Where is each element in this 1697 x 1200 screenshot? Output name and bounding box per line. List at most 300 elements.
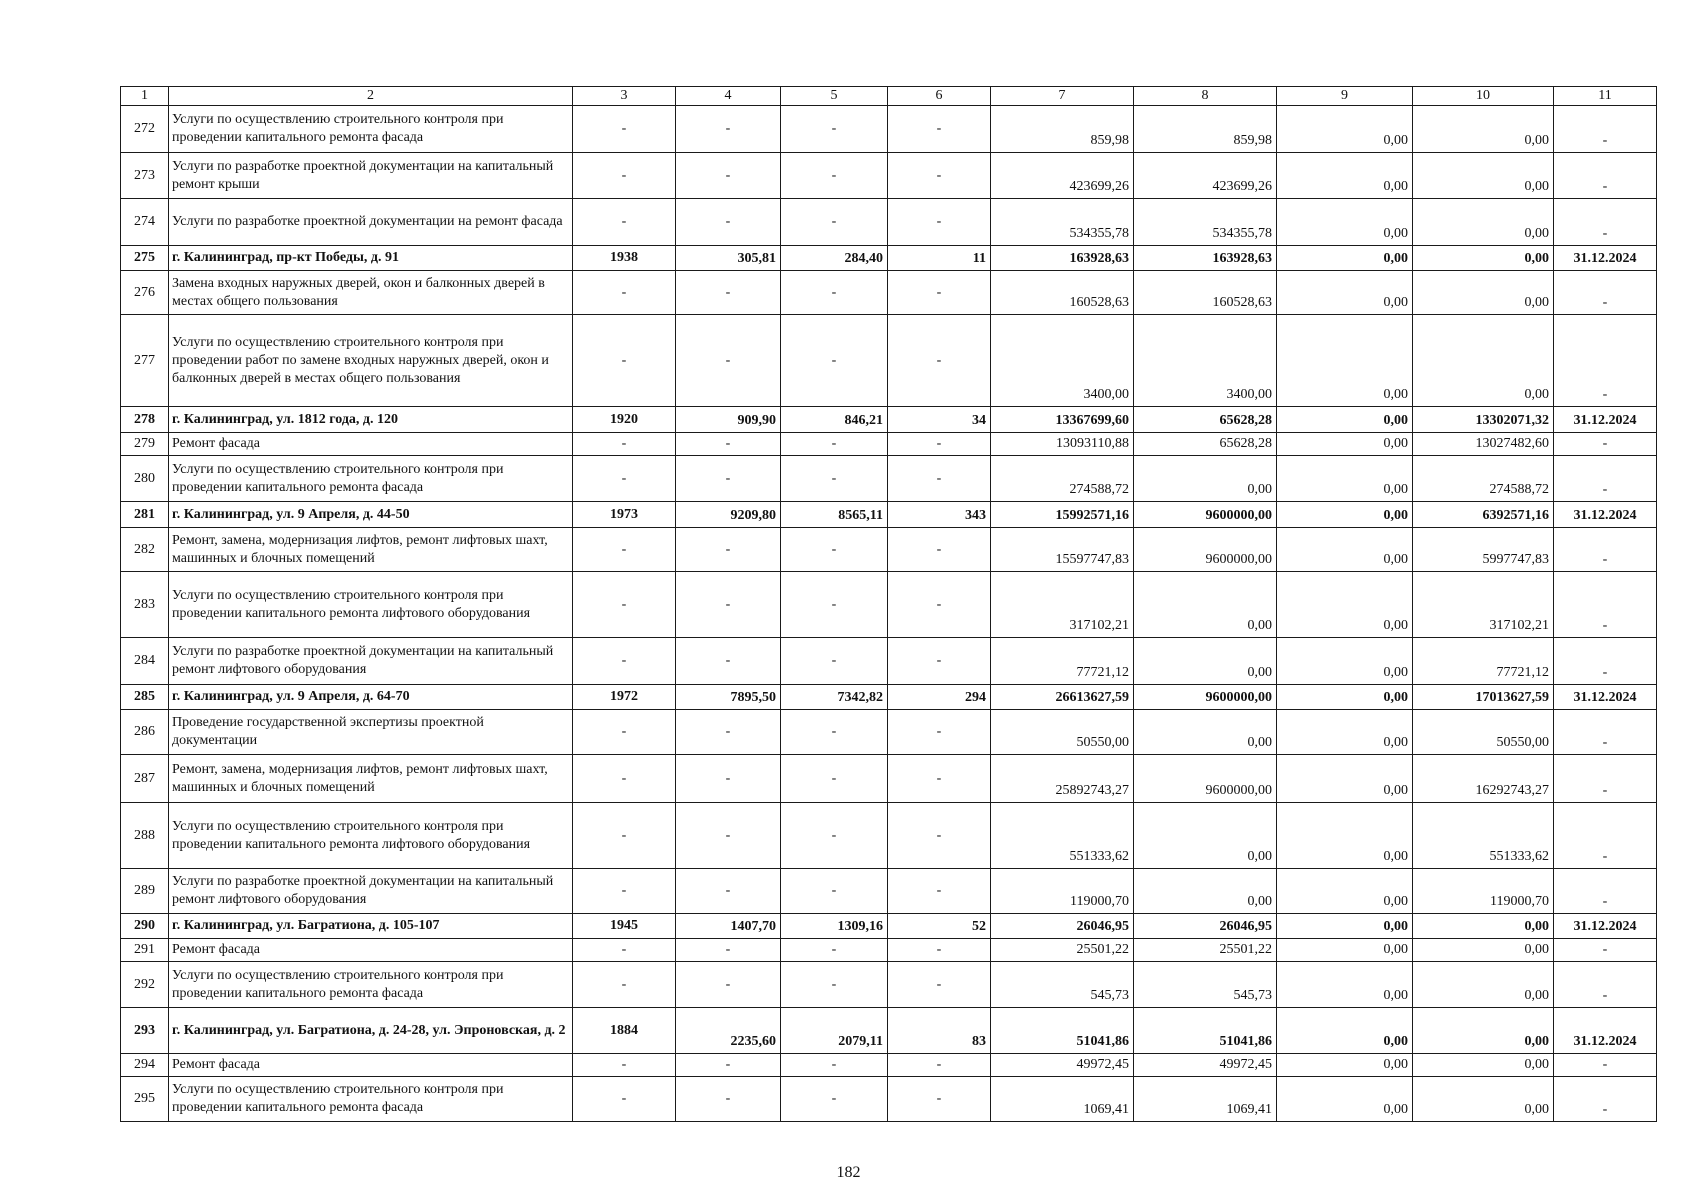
row-number: 279 <box>121 433 169 456</box>
year-cell: - <box>573 638 676 685</box>
cell-10: 0,00 <box>1413 315 1554 407</box>
cell-11: - <box>1554 433 1657 456</box>
column-header: 7 <box>991 87 1134 106</box>
cell-5: 284,40 <box>781 246 888 271</box>
cell-4: - <box>676 1054 781 1077</box>
table-row <box>121 1054 1657 1077</box>
column-header: 6 <box>888 87 991 106</box>
cell-6: 11 <box>888 246 991 271</box>
cell-6: - <box>888 572 991 638</box>
cell-5: - <box>781 1077 888 1122</box>
row-name: Услуги по осуществлению строительного контроля при проведении капитального ремонта фасада <box>169 106 573 153</box>
year-cell: - <box>573 315 676 407</box>
cell-9: 0,00 <box>1277 914 1413 939</box>
cell-5: - <box>781 456 888 502</box>
row-number: 290 <box>121 914 169 939</box>
cell-10: 274588,72 <box>1413 456 1554 502</box>
cell-7: 26046,95 <box>991 914 1134 939</box>
cell-4: - <box>676 638 781 685</box>
table-row <box>121 153 1657 199</box>
cell-9: 0,00 <box>1277 803 1413 869</box>
cell-6: - <box>888 1077 991 1122</box>
year-cell: - <box>573 939 676 962</box>
cell-8: 163928,63 <box>1134 246 1277 271</box>
cell-6: - <box>888 803 991 869</box>
row-name: Ремонт фасада <box>169 433 573 456</box>
cell-9: 0,00 <box>1277 153 1413 199</box>
cell-9: 0,00 <box>1277 315 1413 407</box>
cell-4: - <box>676 710 781 755</box>
year-cell: - <box>573 271 676 315</box>
year-cell: - <box>573 528 676 572</box>
cell-9: 0,00 <box>1277 1077 1413 1122</box>
cell-11: - <box>1554 315 1657 407</box>
cell-11: - <box>1554 153 1657 199</box>
cell-9: 0,00 <box>1277 1054 1413 1077</box>
year-cell: 1884 <box>573 1008 676 1054</box>
cell-11: - <box>1554 1054 1657 1077</box>
cell-9: 0,00 <box>1277 456 1413 502</box>
cell-5: - <box>781 199 888 246</box>
cell-11: - <box>1554 456 1657 502</box>
cell-9: 0,00 <box>1277 199 1413 246</box>
cell-7: 50550,00 <box>991 710 1134 755</box>
cell-7: 551333,62 <box>991 803 1134 869</box>
cell-7: 15597747,83 <box>991 528 1134 572</box>
cell-10: 0,00 <box>1413 153 1554 199</box>
row-number: 281 <box>121 502 169 528</box>
cell-5: 846,21 <box>781 407 888 433</box>
year-cell: - <box>573 572 676 638</box>
cell-8: 0,00 <box>1134 803 1277 869</box>
row-name: Услуги по осуществлению строительного контроля при проведении капитального ремонта лифтового оборудования <box>169 803 573 869</box>
cell-10: 13302071,32 <box>1413 407 1554 433</box>
table-row <box>121 710 1657 755</box>
table-row <box>121 755 1657 803</box>
row-number: 280 <box>121 456 169 502</box>
cell-6: - <box>888 528 991 572</box>
cell-4: - <box>676 271 781 315</box>
row-number: 288 <box>121 803 169 869</box>
column-header: 10 <box>1413 87 1554 106</box>
cell-4: - <box>676 456 781 502</box>
cell-10: 77721,12 <box>1413 638 1554 685</box>
cell-11: - <box>1554 271 1657 315</box>
row-name: Услуги по разработке проектной документации на капитальный ремонт лифтового оборудования <box>169 638 573 685</box>
cell-4: 2235,60 <box>676 1008 781 1054</box>
cell-6: 34 <box>888 407 991 433</box>
cell-5: - <box>781 153 888 199</box>
cell-10: 0,00 <box>1413 246 1554 271</box>
cell-10: 17013627,59 <box>1413 685 1554 710</box>
row-number: 282 <box>121 528 169 572</box>
row-name: г. Калининград, ул. Багратиона, д. 105-107 <box>169 914 573 939</box>
table-row <box>121 528 1657 572</box>
row-name: г. Калининград, ул. Багратиона, д. 24-28, ул. Эпроновская, д. 2 <box>169 1008 573 1054</box>
cell-10: 50550,00 <box>1413 710 1554 755</box>
cell-9: 0,00 <box>1277 106 1413 153</box>
cell-8: 65628,28 <box>1134 433 1277 456</box>
cell-10: 0,00 <box>1413 914 1554 939</box>
table-row <box>121 502 1657 528</box>
cell-6: - <box>888 1054 991 1077</box>
table-row <box>121 962 1657 1008</box>
cell-7: 119000,70 <box>991 869 1134 914</box>
cell-7: 163928,63 <box>991 246 1134 271</box>
row-name: Ремонт фасада <box>169 1054 573 1077</box>
year-cell: - <box>573 456 676 502</box>
cell-4: 7895,50 <box>676 685 781 710</box>
row-number: 293 <box>121 1008 169 1054</box>
column-number-row <box>121 87 1657 106</box>
cell-5: - <box>781 528 888 572</box>
year-cell: - <box>573 710 676 755</box>
document-sheet <box>120 86 1637 1122</box>
year-cell: - <box>573 106 676 153</box>
cell-7: 859,98 <box>991 106 1134 153</box>
cell-5: - <box>781 962 888 1008</box>
page-number: 182 <box>836 1164 861 1181</box>
cell-8: 160528,63 <box>1134 271 1277 315</box>
table-row <box>121 685 1657 710</box>
year-cell: 1938 <box>573 246 676 271</box>
year-cell: - <box>573 433 676 456</box>
cell-9: 0,00 <box>1277 433 1413 456</box>
cell-4: - <box>676 755 781 803</box>
year-cell: - <box>573 803 676 869</box>
year-cell: - <box>573 869 676 914</box>
cell-6: - <box>888 315 991 407</box>
cell-5: 7342,82 <box>781 685 888 710</box>
cell-10: 317102,21 <box>1413 572 1554 638</box>
table-row <box>121 315 1657 407</box>
cell-10: 16292743,27 <box>1413 755 1554 803</box>
row-name: Ремонт фасада <box>169 939 573 962</box>
cell-6: 294 <box>888 685 991 710</box>
cell-8: 65628,28 <box>1134 407 1277 433</box>
cell-7: 545,73 <box>991 962 1134 1008</box>
cell-11: 31.12.2024 <box>1554 246 1657 271</box>
cell-11: 31.12.2024 <box>1554 407 1657 433</box>
row-number: 295 <box>121 1077 169 1122</box>
cell-4: - <box>676 803 781 869</box>
table-row <box>121 803 1657 869</box>
cell-4: 305,81 <box>676 246 781 271</box>
row-number: 276 <box>121 271 169 315</box>
cell-5: - <box>781 572 888 638</box>
repair-cost-table <box>120 86 1657 1122</box>
cell-10: 5997747,83 <box>1413 528 1554 572</box>
cell-10: 6392571,16 <box>1413 502 1554 528</box>
row-number: 283 <box>121 572 169 638</box>
cell-11: 31.12.2024 <box>1554 685 1657 710</box>
year-cell: - <box>573 962 676 1008</box>
cell-9: 0,00 <box>1277 939 1413 962</box>
cell-5: - <box>781 1054 888 1077</box>
column-header: 4 <box>676 87 781 106</box>
column-header: 8 <box>1134 87 1277 106</box>
cell-11: - <box>1554 106 1657 153</box>
cell-7: 77721,12 <box>991 638 1134 685</box>
cell-10: 0,00 <box>1413 271 1554 315</box>
cell-8: 3400,00 <box>1134 315 1277 407</box>
cell-9: 0,00 <box>1277 710 1413 755</box>
row-name: г. Калининград, пр-кт Победы, д. 91 <box>169 246 573 271</box>
cell-4: 1407,70 <box>676 914 781 939</box>
cell-9: 0,00 <box>1277 1008 1413 1054</box>
year-cell: - <box>573 1054 676 1077</box>
table-row <box>121 939 1657 962</box>
row-name: г. Калининград, ул. 9 Апреля, д. 44-50 <box>169 502 573 528</box>
cell-7: 534355,78 <box>991 199 1134 246</box>
row-number: 273 <box>121 153 169 199</box>
cell-9: 0,00 <box>1277 271 1413 315</box>
cell-4: - <box>676 315 781 407</box>
row-name: Услуги по осуществлению строительного контроля при проведении капитального ремонта фасада <box>169 1077 573 1122</box>
cell-11: - <box>1554 710 1657 755</box>
cell-8: 0,00 <box>1134 638 1277 685</box>
cell-4: - <box>676 572 781 638</box>
row-name: г. Калининград, ул. 9 Апреля, д. 64-70 <box>169 685 573 710</box>
cell-10: 0,00 <box>1413 962 1554 1008</box>
cell-8: 0,00 <box>1134 456 1277 502</box>
cell-9: 0,00 <box>1277 502 1413 528</box>
column-header: 3 <box>573 87 676 106</box>
row-number: 287 <box>121 755 169 803</box>
cell-11: - <box>1554 638 1657 685</box>
year-cell: 1920 <box>573 407 676 433</box>
year-cell: - <box>573 1077 676 1122</box>
cell-5: 1309,16 <box>781 914 888 939</box>
cell-5: - <box>781 433 888 456</box>
cell-6: - <box>888 638 991 685</box>
cell-5: - <box>781 638 888 685</box>
cell-9: 0,00 <box>1277 572 1413 638</box>
cell-5: - <box>781 939 888 962</box>
column-header: 5 <box>781 87 888 106</box>
cell-6: 343 <box>888 502 991 528</box>
cell-4: - <box>676 528 781 572</box>
year-cell: 1945 <box>573 914 676 939</box>
cell-5: - <box>781 755 888 803</box>
cell-6: - <box>888 153 991 199</box>
cell-10: 0,00 <box>1413 1054 1554 1077</box>
cell-6: - <box>888 939 991 962</box>
cell-7: 49972,45 <box>991 1054 1134 1077</box>
row-number: 275 <box>121 246 169 271</box>
cell-7: 15992571,16 <box>991 502 1134 528</box>
column-header: 1 <box>121 87 169 106</box>
cell-10: 13027482,60 <box>1413 433 1554 456</box>
cell-7: 423699,26 <box>991 153 1134 199</box>
row-number: 289 <box>121 869 169 914</box>
row-name: Проведение государственной экспертизы проектной документации <box>169 710 573 755</box>
cell-9: 0,00 <box>1277 869 1413 914</box>
cell-6: 83 <box>888 1008 991 1054</box>
cell-10: 0,00 <box>1413 106 1554 153</box>
row-number: 294 <box>121 1054 169 1077</box>
cell-7: 51041,86 <box>991 1008 1134 1054</box>
cell-8: 49972,45 <box>1134 1054 1277 1077</box>
row-name: Услуги по осуществлению строительного контроля при проведении работ по замене входных наружных дверей, окон и балконных дверей в местах общего пользования <box>169 315 573 407</box>
column-header: 9 <box>1277 87 1413 106</box>
cell-11: - <box>1554 199 1657 246</box>
column-header: 11 <box>1554 87 1657 106</box>
year-cell: - <box>573 755 676 803</box>
cell-11: 31.12.2024 <box>1554 914 1657 939</box>
cell-11: - <box>1554 939 1657 962</box>
cell-8: 9600000,00 <box>1134 528 1277 572</box>
cell-11: - <box>1554 1077 1657 1122</box>
cell-8: 0,00 <box>1134 710 1277 755</box>
cell-4: - <box>676 1077 781 1122</box>
cell-6: - <box>888 456 991 502</box>
cell-9: 0,00 <box>1277 638 1413 685</box>
cell-6: - <box>888 106 991 153</box>
cell-7: 3400,00 <box>991 315 1134 407</box>
cell-11: - <box>1554 962 1657 1008</box>
row-name: Услуги по разработке проектной документации на ремонт фасада <box>169 199 573 246</box>
cell-10: 0,00 <box>1413 199 1554 246</box>
cell-7: 317102,21 <box>991 572 1134 638</box>
cell-11: 31.12.2024 <box>1554 1008 1657 1054</box>
cell-11: - <box>1554 755 1657 803</box>
cell-9: 0,00 <box>1277 755 1413 803</box>
year-cell: - <box>573 153 676 199</box>
cell-5: 8565,11 <box>781 502 888 528</box>
cell-11: - <box>1554 803 1657 869</box>
cell-8: 9600000,00 <box>1134 502 1277 528</box>
row-number: 277 <box>121 315 169 407</box>
table-body <box>121 106 1657 1122</box>
cell-7: 1069,41 <box>991 1077 1134 1122</box>
cell-7: 25892743,27 <box>991 755 1134 803</box>
cell-5: 2079,11 <box>781 1008 888 1054</box>
cell-6: - <box>888 755 991 803</box>
table-row <box>121 572 1657 638</box>
cell-11: 31.12.2024 <box>1554 502 1657 528</box>
cell-6: - <box>888 433 991 456</box>
cell-6: - <box>888 199 991 246</box>
cell-7: 13367699,60 <box>991 407 1134 433</box>
cell-9: 0,00 <box>1277 962 1413 1008</box>
table-row <box>121 271 1657 315</box>
cell-5: - <box>781 803 888 869</box>
cell-4: - <box>676 939 781 962</box>
cell-8: 1069,41 <box>1134 1077 1277 1122</box>
cell-8: 534355,78 <box>1134 199 1277 246</box>
row-number: 274 <box>121 199 169 246</box>
cell-5: - <box>781 315 888 407</box>
row-number: 286 <box>121 710 169 755</box>
cell-5: - <box>781 271 888 315</box>
cell-6: - <box>888 962 991 1008</box>
cell-11: - <box>1554 869 1657 914</box>
table-row <box>121 869 1657 914</box>
cell-7: 26613627,59 <box>991 685 1134 710</box>
cell-5: - <box>781 106 888 153</box>
row-number: 291 <box>121 939 169 962</box>
cell-9: 0,00 <box>1277 407 1413 433</box>
cell-5: - <box>781 869 888 914</box>
year-cell: 1972 <box>573 685 676 710</box>
table-row <box>121 456 1657 502</box>
row-name: Ремонт, замена, модернизация лифтов, ремонт лифтовых шахт, машинных и блочных помещений <box>169 755 573 803</box>
cell-9: 0,00 <box>1277 685 1413 710</box>
cell-8: 859,98 <box>1134 106 1277 153</box>
cell-8: 9600000,00 <box>1134 685 1277 710</box>
cell-4: - <box>676 153 781 199</box>
cell-9: 0,00 <box>1277 246 1413 271</box>
cell-10: 0,00 <box>1413 1077 1554 1122</box>
row-number: 272 <box>121 106 169 153</box>
year-cell: - <box>573 199 676 246</box>
table-row <box>121 1077 1657 1122</box>
cell-4: - <box>676 433 781 456</box>
cell-5: - <box>781 710 888 755</box>
cell-8: 25501,22 <box>1134 939 1277 962</box>
year-cell: 1973 <box>573 502 676 528</box>
row-number: 292 <box>121 962 169 1008</box>
table-row <box>121 638 1657 685</box>
cell-6: - <box>888 710 991 755</box>
cell-7: 160528,63 <box>991 271 1134 315</box>
cell-4: 909,90 <box>676 407 781 433</box>
row-name: Услуги по осуществлению строительного контроля при проведении капитального ремонта фасада <box>169 456 573 502</box>
cell-8: 26046,95 <box>1134 914 1277 939</box>
cell-4: 9209,80 <box>676 502 781 528</box>
cell-7: 274588,72 <box>991 456 1134 502</box>
cell-4: - <box>676 962 781 1008</box>
cell-4: - <box>676 199 781 246</box>
row-name: г. Калининград, ул. 1812 года, д. 120 <box>169 407 573 433</box>
table-row <box>121 914 1657 939</box>
cell-9: 0,00 <box>1277 528 1413 572</box>
cell-6: - <box>888 869 991 914</box>
row-number: 285 <box>121 685 169 710</box>
cell-8: 423699,26 <box>1134 153 1277 199</box>
row-name: Услуги по осуществлению строительного контроля при проведении капитального ремонта фасада <box>169 962 573 1008</box>
cell-10: 119000,70 <box>1413 869 1554 914</box>
cell-10: 551333,62 <box>1413 803 1554 869</box>
cell-8: 0,00 <box>1134 572 1277 638</box>
table-row <box>121 106 1657 153</box>
row-name: Услуги по разработке проектной документации на капитальный ремонт лифтового оборудования <box>169 869 573 914</box>
column-header: 2 <box>169 87 573 106</box>
table-row <box>121 246 1657 271</box>
table-row <box>121 199 1657 246</box>
row-name: Услуги по осуществлению строительного контроля при проведении капитального ремонта лифтового оборудования <box>169 572 573 638</box>
table-row <box>121 407 1657 433</box>
cell-6: 52 <box>888 914 991 939</box>
cell-8: 0,00 <box>1134 869 1277 914</box>
cell-11: - <box>1554 528 1657 572</box>
cell-8: 9600000,00 <box>1134 755 1277 803</box>
cell-7: 25501,22 <box>991 939 1134 962</box>
row-number: 284 <box>121 638 169 685</box>
cell-8: 51041,86 <box>1134 1008 1277 1054</box>
cell-6: - <box>888 271 991 315</box>
row-name: Услуги по разработке проектной документации на капитальный ремонт крыши <box>169 153 573 199</box>
cell-8: 545,73 <box>1134 962 1277 1008</box>
cell-10: 0,00 <box>1413 1008 1554 1054</box>
table-row <box>121 1008 1657 1054</box>
table-row <box>121 433 1657 456</box>
row-number: 278 <box>121 407 169 433</box>
row-name: Ремонт, замена, модернизация лифтов, ремонт лифтовых шахт, машинных и блочных помещений <box>169 528 573 572</box>
cell-10: 0,00 <box>1413 939 1554 962</box>
cell-7: 13093110,88 <box>991 433 1134 456</box>
